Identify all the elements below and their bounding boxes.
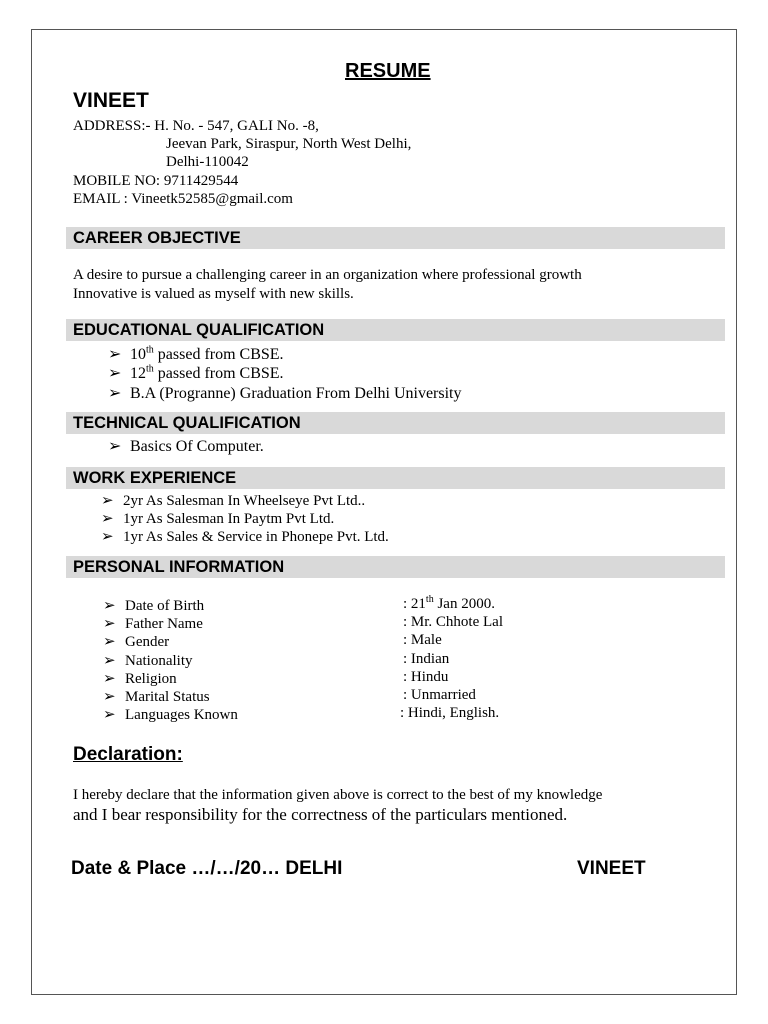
- personal-info-label: ➢ Religion: [103, 671, 177, 687]
- arrow-bullet-icon: ➢: [103, 653, 116, 669]
- personal-info-value: : Male: [403, 632, 442, 648]
- personal-info-value: : Hindu: [403, 669, 449, 685]
- career-objective-line-1: A desire to pursue a challenging career in an organization where professional growth: [73, 267, 582, 283]
- arrow-bullet-icon: ➢: [103, 671, 116, 687]
- personal-info-value: : Mr. Chhote Lal: [403, 614, 503, 630]
- candidate-name: VINEET: [73, 89, 149, 112]
- education-item: ➢ 12th passed from CBSE.: [108, 363, 284, 382]
- arrow-bullet-icon: ➢: [103, 598, 116, 614]
- arrow-bullet-icon: ➢: [103, 634, 116, 650]
- arrow-bullet-icon: ➢: [101, 493, 114, 509]
- technical-heading: TECHNICAL QUALIFICATION: [73, 414, 301, 432]
- signature-name: VINEET: [577, 858, 646, 879]
- personal-info-value: : Unmarried: [403, 687, 476, 703]
- work-experience-item: ➢ 2yr As Salesman In Wheelseye Pvt Ltd..: [101, 493, 366, 509]
- resume-title: RESUME: [345, 60, 431, 82]
- work-experience-heading: WORK EXPERIENCE: [73, 469, 237, 487]
- date-place: Date & Place …/…/20… DELHI: [71, 858, 343, 879]
- education-item: ➢ 10th passed from CBSE.: [108, 344, 284, 363]
- arrow-bullet-icon: ➢: [101, 529, 114, 545]
- education-heading: EDUCATIONAL QUALIFICATION: [73, 321, 325, 339]
- declaration-line-1: I hereby declare that the information given above is correct to the best of my knowledge: [73, 787, 603, 803]
- arrow-bullet-icon: ➢: [108, 346, 122, 363]
- arrow-bullet-icon: ➢: [103, 707, 116, 723]
- address-line-1: ADDRESS:- H. No. - 547, GALI No. -8,: [73, 118, 319, 134]
- personal-info-value: : Indian: [403, 651, 450, 667]
- personal-info-label: ➢ Father Name: [103, 616, 203, 632]
- technical-item: ➢ Basics Of Computer.: [108, 438, 264, 455]
- mobile-number: MOBILE NO: 9711429544: [73, 173, 239, 189]
- work-experience-item: ➢ 1yr As Sales & Service in Phonepe Pvt. Ltd.: [101, 529, 389, 545]
- personal-info-label: ➢ Nationality: [103, 653, 193, 669]
- arrow-bullet-icon: ➢: [108, 385, 122, 402]
- personal-info-value: : 21th Jan 2000.: [403, 594, 495, 612]
- arrow-bullet-icon: ➢: [103, 689, 116, 705]
- arrow-bullet-icon: ➢: [108, 365, 122, 382]
- career-objective-line-2: Innovative is valued as myself with new skills.: [73, 286, 354, 302]
- arrow-bullet-icon: ➢: [108, 438, 122, 455]
- personal-info-label: ➢ Languages Known: [103, 707, 238, 723]
- education-item: ➢ B.A (Progranne) Graduation From Delhi University: [108, 385, 462, 402]
- address-line-2: Jeevan Park, Siraspur, North West Delhi,: [166, 136, 412, 152]
- address-line-3: Delhi-110042: [166, 154, 249, 170]
- personal-info-label: ➢ Gender: [103, 634, 170, 650]
- arrow-bullet-icon: ➢: [103, 616, 116, 632]
- personal-info-section-bar: [66, 556, 725, 578]
- personal-info-label: ➢ Marital Status: [103, 689, 210, 705]
- technical-section-bar: [66, 412, 725, 434]
- career-objective-heading: CAREER OBJECTIVE: [73, 229, 241, 247]
- declaration-heading: Declaration:: [73, 744, 183, 765]
- email-address: EMAIL : Vineetk52585@gmail.com: [73, 191, 293, 207]
- arrow-bullet-icon: ➢: [101, 511, 114, 527]
- work-experience-section-bar: [66, 467, 725, 489]
- personal-info-heading: PERSONAL INFORMATION: [73, 558, 285, 576]
- personal-info-value: : Hindi, English.: [400, 705, 500, 721]
- career-objective-section-bar: [66, 227, 725, 249]
- work-experience-item: ➢ 1yr As Salesman In Paytm Pvt Ltd.: [101, 511, 335, 527]
- education-section-bar: [66, 319, 725, 341]
- declaration-line-2: and I bear responsibility for the correctness of the particulars mentioned.: [73, 805, 568, 824]
- personal-info-label: ➢ Date of Birth: [103, 598, 205, 614]
